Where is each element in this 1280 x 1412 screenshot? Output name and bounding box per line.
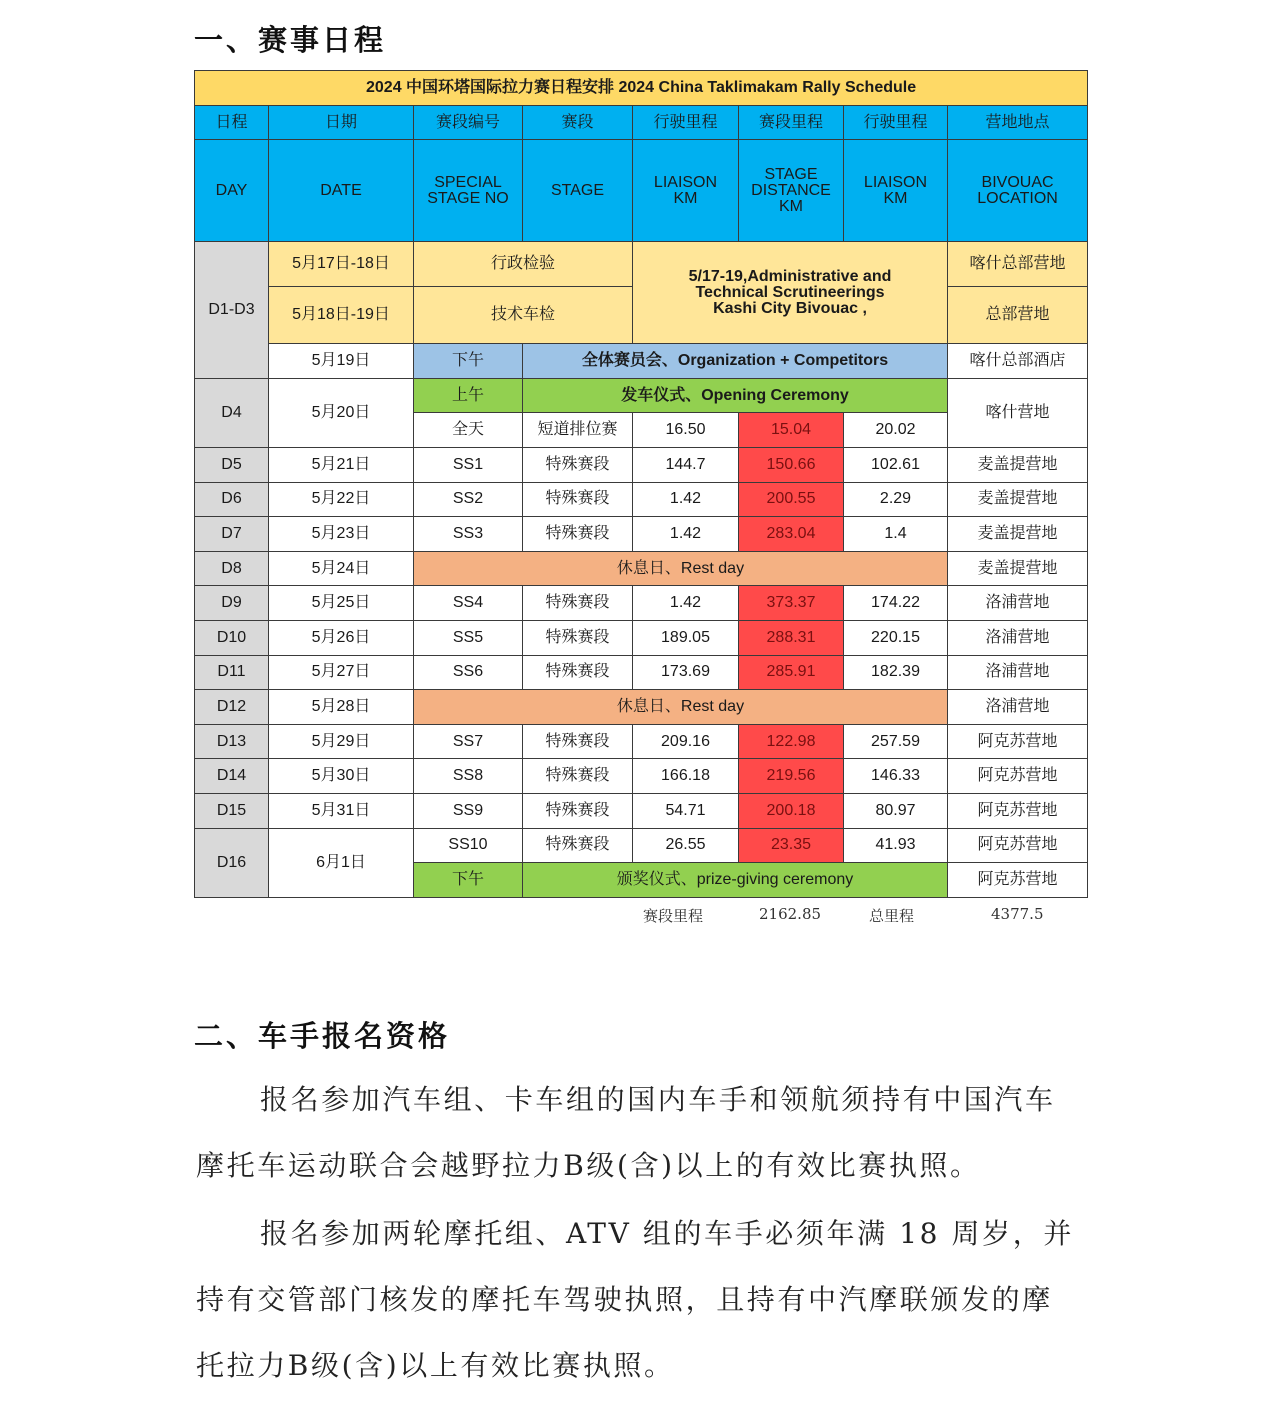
location-cell: 洛浦营地 xyxy=(948,655,1088,690)
location-cell: 洛浦营地 xyxy=(948,586,1088,621)
table-row xyxy=(195,793,1088,828)
liaison1-cell: 26.55 xyxy=(633,828,739,862)
liaison2-cell: 80.97 xyxy=(844,793,948,828)
header-en-liaison1-line1: LIAISON xyxy=(653,173,718,191)
date-cell: 5月22日 xyxy=(269,482,414,517)
event-cell: 全体赛员会、Organization + Competitors xyxy=(523,344,948,379)
liaison1-cell: 173.69 xyxy=(633,655,739,690)
date-cell: 5月19日 xyxy=(269,344,414,379)
grand-total-value: 4377.5 xyxy=(991,905,1044,923)
header-cn-distance: 赛段里程 xyxy=(739,106,844,140)
table-title: 2024 中国环塔国际拉力赛日程安排 2024 China Taklimakam Rally Schedule xyxy=(195,71,1088,106)
day-cell: D1-D3 xyxy=(195,242,269,379)
date-cell: 5月27日 xyxy=(269,655,414,690)
time-cell: 下午 xyxy=(414,344,523,379)
table-row xyxy=(195,655,1088,690)
liaison1-cell: 1.42 xyxy=(633,586,739,621)
stage-cell: 特殊赛段 xyxy=(523,586,633,621)
date-cell: 5月31日 xyxy=(269,793,414,828)
time-cell: 全天 xyxy=(414,413,523,448)
table-row-d16-stage xyxy=(195,828,1088,862)
ss-cell: SS7 xyxy=(414,724,523,759)
header-en-bivouac xyxy=(948,140,1088,242)
day-cell: D13 xyxy=(195,724,269,759)
date-cell: 5月20日 xyxy=(269,379,414,448)
table-row-rest xyxy=(195,690,1088,725)
stage-total-label: 赛段里程 xyxy=(643,907,704,925)
liaison1-cell: 166.18 xyxy=(633,759,739,794)
paragraph-moto-atv xyxy=(196,1201,1116,1399)
prelim-merged-line3: Kashi City Bivouac , xyxy=(713,299,867,317)
location-cell: 麦盖提营地 xyxy=(948,551,1088,586)
liaison2-cell: 257.59 xyxy=(844,724,948,759)
distance-cell: 285.91 xyxy=(739,655,844,690)
event-cell: 颁奖仪式、prize-giving ceremony xyxy=(523,862,948,897)
day-cell: D5 xyxy=(195,448,269,483)
header-cn-bivouac: 营地地点 xyxy=(948,106,1088,140)
date-cell: 5月24日 xyxy=(269,551,414,586)
event-cell: 发车仪式、Opening Ceremony xyxy=(523,379,948,413)
prelim-merged-cell xyxy=(633,242,948,344)
header-en-ss-no xyxy=(414,140,523,242)
liaison2-cell: 2.29 xyxy=(844,482,948,517)
liaison1-cell: 144.7 xyxy=(633,448,739,483)
header-en-bivouac-line2: LOCATION xyxy=(977,189,1058,207)
header-en-liaison2-line1: LIAISON xyxy=(863,173,928,191)
distance-cell: 283.04 xyxy=(739,517,844,552)
prelim-merged-line2: Technical Scrutineerings xyxy=(695,283,885,301)
table-row xyxy=(195,586,1088,621)
liaison1-cell: 1.42 xyxy=(633,482,739,517)
prelim-merged-line1: 5/17-19,Administrative and xyxy=(688,267,892,285)
date-cell: 5月26日 xyxy=(269,620,414,655)
location-cell: 麦盖提营地 xyxy=(948,448,1088,483)
day-cell: D6 xyxy=(195,482,269,517)
header-row-cn xyxy=(195,106,1088,140)
item-cell: 行政检验 xyxy=(414,242,633,287)
table-row xyxy=(195,620,1088,655)
time-cell: 下午 xyxy=(414,862,523,897)
header-en-day: DAY xyxy=(195,140,269,242)
location-cell: 洛浦营地 xyxy=(948,690,1088,725)
liaison2-cell: 1.4 xyxy=(844,517,948,552)
date-cell: 5月29日 xyxy=(269,724,414,759)
liaison1-cell: 1.42 xyxy=(633,517,739,552)
stage-cell: 特殊赛段 xyxy=(523,828,633,862)
day-cell: D12 xyxy=(195,690,269,725)
ss-cell: SS5 xyxy=(414,620,523,655)
stage-cell: 特殊赛段 xyxy=(523,655,633,690)
liaison1-cell: 209.16 xyxy=(633,724,739,759)
table-row-rest xyxy=(195,551,1088,586)
distance-cell: 150.66 xyxy=(739,448,844,483)
section-heading-schedule: 一、赛事日程 xyxy=(194,23,387,57)
stage-cell: 特殊赛段 xyxy=(523,793,633,828)
header-en-distance xyxy=(739,140,844,242)
liaison2-cell: 146.33 xyxy=(844,759,948,794)
header-cn-date: 日期 xyxy=(269,106,414,140)
paragraph-line xyxy=(196,1067,1116,1133)
ss-cell: SS4 xyxy=(414,586,523,621)
header-en-distance-line3: KM xyxy=(779,197,803,215)
grand-total-label: 总里程 xyxy=(869,907,915,925)
liaison2-cell: 20.02 xyxy=(844,413,948,448)
schedule-table xyxy=(194,70,1088,898)
day-cell: D8 xyxy=(195,551,269,586)
header-cn-ss-no: 赛段编号 xyxy=(414,106,523,140)
date-cell: 5月30日 xyxy=(269,759,414,794)
item-cell: 技术车检 xyxy=(414,287,633,344)
paragraph-line: 托拉力B级(含)以上有效比赛执照。 xyxy=(196,1349,675,1382)
header-en-stage: STAGE xyxy=(523,140,633,242)
day-cell: D7 xyxy=(195,517,269,552)
day-cell: D9 xyxy=(195,586,269,621)
header-en-bivouac-line1: BIVOUAC xyxy=(981,173,1054,191)
stage-cell: 短道排位赛 xyxy=(523,413,633,448)
ss-cell: SS9 xyxy=(414,793,523,828)
liaison2-cell: 102.61 xyxy=(844,448,948,483)
day-cell: D4 xyxy=(195,379,269,448)
date-cell: 5月17日-18日 xyxy=(269,242,414,287)
distance-cell: 288.31 xyxy=(739,620,844,655)
header-cn-liaison2: 行驶里程 xyxy=(844,106,948,140)
header-cn-day: 日程 xyxy=(195,106,269,140)
location-cell: 麦盖提营地 xyxy=(948,482,1088,517)
stage-total-value: 2162.85 xyxy=(759,905,822,923)
rest-day-cell: 休息日、Rest day xyxy=(414,690,948,725)
header-en-distance-line1: STAGE xyxy=(764,165,818,183)
header-row-en xyxy=(195,140,1088,242)
day-cell: D10 xyxy=(195,620,269,655)
distance-cell: 373.37 xyxy=(739,586,844,621)
header-en-liaison1 xyxy=(633,140,739,242)
header-en-liaison1-line2: KM xyxy=(673,189,698,207)
liaison1-cell: 16.50 xyxy=(633,413,739,448)
location-cell: 洛浦营地 xyxy=(948,620,1088,655)
date-cell: 5月21日 xyxy=(269,448,414,483)
stage-cell: 特殊赛段 xyxy=(523,448,633,483)
location-cell: 阿克苏营地 xyxy=(948,724,1088,759)
location-cell: 阿克苏营地 xyxy=(948,793,1088,828)
liaison1-cell: 189.05 xyxy=(633,620,739,655)
table-title-row xyxy=(195,71,1088,106)
header-en-ss-no-line2: STAGE NO xyxy=(427,189,509,207)
date-cell: 5月23日 xyxy=(269,517,414,552)
paragraph-car-truck xyxy=(196,1067,1116,1199)
header-cn-stage: 赛段 xyxy=(523,106,633,140)
location-cell: 阿克苏营地 xyxy=(948,862,1088,897)
location-cell: 阿克苏营地 xyxy=(948,828,1088,862)
liaison2-cell: 220.15 xyxy=(844,620,948,655)
paragraph-text: 报名参加汽车组、卡车组的国内车手和领航须持有中国汽车 xyxy=(260,1083,1056,1116)
rest-day-cell: 休息日、Rest day xyxy=(414,551,948,586)
date-cell: 5月18日-19日 xyxy=(269,287,414,344)
table-row xyxy=(195,482,1088,517)
location-cell: 喀什总部酒店 xyxy=(948,344,1088,379)
paragraph-line xyxy=(196,1201,1116,1267)
table-row xyxy=(195,724,1088,759)
distance-cell: 200.18 xyxy=(739,793,844,828)
day-cell: D15 xyxy=(195,793,269,828)
date-cell: 6月1日 xyxy=(269,828,414,897)
paragraph-line: 摩托车运动联合会越野拉力B级(含)以上的有效比赛执照。 xyxy=(196,1149,981,1182)
header-en-distance-line2: DISTANCE xyxy=(751,181,831,199)
header-cn-liaison1: 行驶里程 xyxy=(633,106,739,140)
ss-cell: SS10 xyxy=(414,828,523,862)
stage-cell: 特殊赛段 xyxy=(523,724,633,759)
ss-cell: SS2 xyxy=(414,482,523,517)
location-cell: 喀什营地 xyxy=(948,379,1088,448)
distance-cell: 23.35 xyxy=(739,828,844,862)
paragraph-line: 持有交管部门核发的摩托车驾驶执照，且持有中汽摩联颁发的摩 xyxy=(196,1283,1053,1316)
table-row xyxy=(195,759,1088,794)
distance-cell: 200.55 xyxy=(739,482,844,517)
day-cell: D16 xyxy=(195,828,269,897)
liaison2-cell: 174.22 xyxy=(844,586,948,621)
day-cell: D11 xyxy=(195,655,269,690)
stage-cell: 特殊赛段 xyxy=(523,759,633,794)
stage-cell: 特殊赛段 xyxy=(523,517,633,552)
table-row-prelim-1 xyxy=(195,242,1088,287)
ss-cell: SS6 xyxy=(414,655,523,690)
table-row-prelim-3 xyxy=(195,344,1088,379)
date-cell: 5月25日 xyxy=(269,586,414,621)
header-en-ss-no-line1: SPECIAL xyxy=(434,173,502,191)
header-en-liaison2-line2: KM xyxy=(883,189,908,207)
location-cell: 阿克苏营地 xyxy=(948,759,1088,794)
location-cell: 麦盖提营地 xyxy=(948,517,1088,552)
location-cell: 喀什总部营地 xyxy=(948,242,1088,287)
ss-cell: SS1 xyxy=(414,448,523,483)
liaison2-cell: 41.93 xyxy=(844,828,948,862)
location-cell: 总部营地 xyxy=(948,287,1088,344)
distance-cell: 219.56 xyxy=(739,759,844,794)
stage-cell: 特殊赛段 xyxy=(523,482,633,517)
table-row xyxy=(195,448,1088,483)
date-cell: 5月28日 xyxy=(269,690,414,725)
time-cell: 上午 xyxy=(414,379,523,413)
distance-cell: 122.98 xyxy=(739,724,844,759)
table-row-d4-am xyxy=(195,379,1088,413)
schedule-rows xyxy=(195,448,1088,829)
liaison2-cell: 182.39 xyxy=(844,655,948,690)
day-cell: D14 xyxy=(195,759,269,794)
paragraph-text: 报名参加两轮摩托组、ATV 组的车手必须年满 18 周岁，并 xyxy=(260,1217,1074,1250)
ss-cell: SS3 xyxy=(414,517,523,552)
distance-cell: 15.04 xyxy=(739,413,844,448)
section-heading-eligibility: 二、车手报名资格 xyxy=(194,1019,451,1053)
stage-cell: 特殊赛段 xyxy=(523,620,633,655)
ss-cell: SS8 xyxy=(414,759,523,794)
liaison1-cell: 54.71 xyxy=(633,793,739,828)
table-row xyxy=(195,517,1088,552)
header-en-date: DATE xyxy=(269,140,414,242)
header-en-liaison2 xyxy=(844,140,948,242)
